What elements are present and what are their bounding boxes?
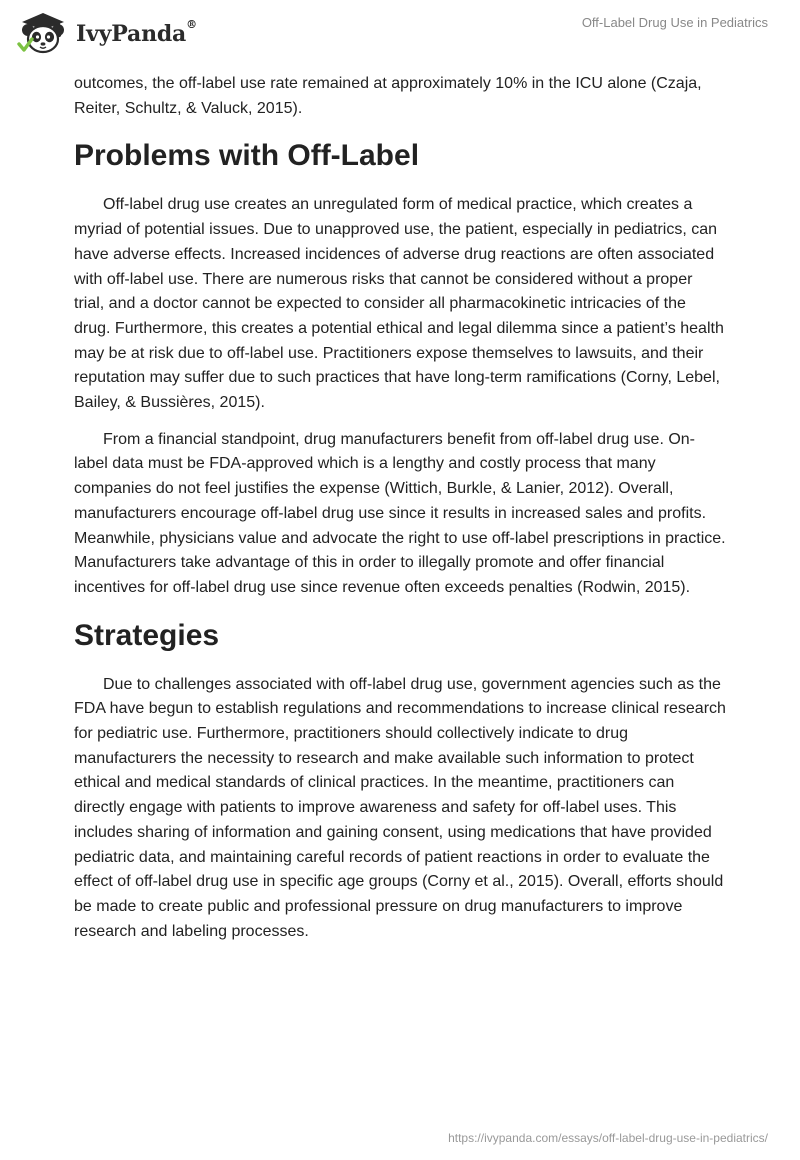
- paragraph-problems-1: Off-label drug use creates an unregulated form of medical practice, which creates a myriad of potential issues. Due to unapproved use, the patient, especially in pediatrics, can have adverse effects. Increased incidences of adverse drug reactions are often associated with off-label use. There are numerous risks that cannot be considered without a proper trial, and a doctor cannot be expected to consider all pharmacokinetic intricacies of the drug. Furthermore, this creates a potential ethical and legal dilemma since a patient’s health may be at risk due to off-label use. Practitioners expose themselves to lawsuits, and their reputation may suffer due to such practices that have long-term ramifications (Corny, Lebel, Bailey, & Bussières, 2015).: [74, 196, 724, 412]
- registered-mark: ®: [186, 18, 197, 31]
- footer-url[interactable]: https://ivypanda.com/essays/off-label-drug-use-in-pediatrics/: [448, 1131, 768, 1145]
- intro-paragraph: outcomes, the off-label use rate remained at approximately 10% in the ICU alone (Czaja, Reiter, Schultz, & Valuck, 2015).: [74, 75, 702, 117]
- section-heading-problems: Problems with Off-Label: [74, 139, 420, 173]
- paragraph-strategies-1: Due to challenges associated with off-label drug use, government agencies such as the FDA have begun to establish regulations and recommendations to increase clinical research for pediatric use. Furthermore, practitioners should collectively indicate to drug manufacturers the necessity to research and make available such information to protect ethical and medical standards of clinical practices. In the meantime, practitioners can directly engage with patients to improve awareness and safety for off-label uses. This includes sharing of information and gaining consent, using medications that have provided pediatric data, and maintaining careful records of patient reactions in order to evaluate the effect of off-label drug use in specific age groups (Corny et al., 2015). Overall, efforts should be made to create public and professional pressure on drug manufacturers to improve research and labeling processes.: [74, 675, 726, 940]
- section-heading-strategies: Strategies: [74, 618, 220, 652]
- page-header: [0, 0, 800, 70]
- brand-name: IvyPanda®: [76, 18, 197, 47]
- essay-content: [74, 72, 726, 956]
- running-title: Off-Label Drug Use in Pediatrics: [581, 15, 768, 30]
- brand-logo[interactable]: [14, 8, 224, 58]
- paragraph-problems-2: From a financial standpoint, drug manufacturers benefit from off-label drug use. On-label data must be FDA-approved which is a lengthy and costly process that many companies do not feel justifies the expense (Wittich, Burkle, & Lanier, 2012). Overall, manufacturers encourage off-label drug use since it results in increased sales and profits. Meanwhile, physicians value and advocate the right to use off-label prescriptions in practice. Manufacturers take advantage of this in order to illegally promote and offer financial incentives for off-label drug use since revenue often exceeds penalties (Rodwin, 2015).: [74, 430, 726, 596]
- panda-graduation-cap-icon: [14, 8, 72, 58]
